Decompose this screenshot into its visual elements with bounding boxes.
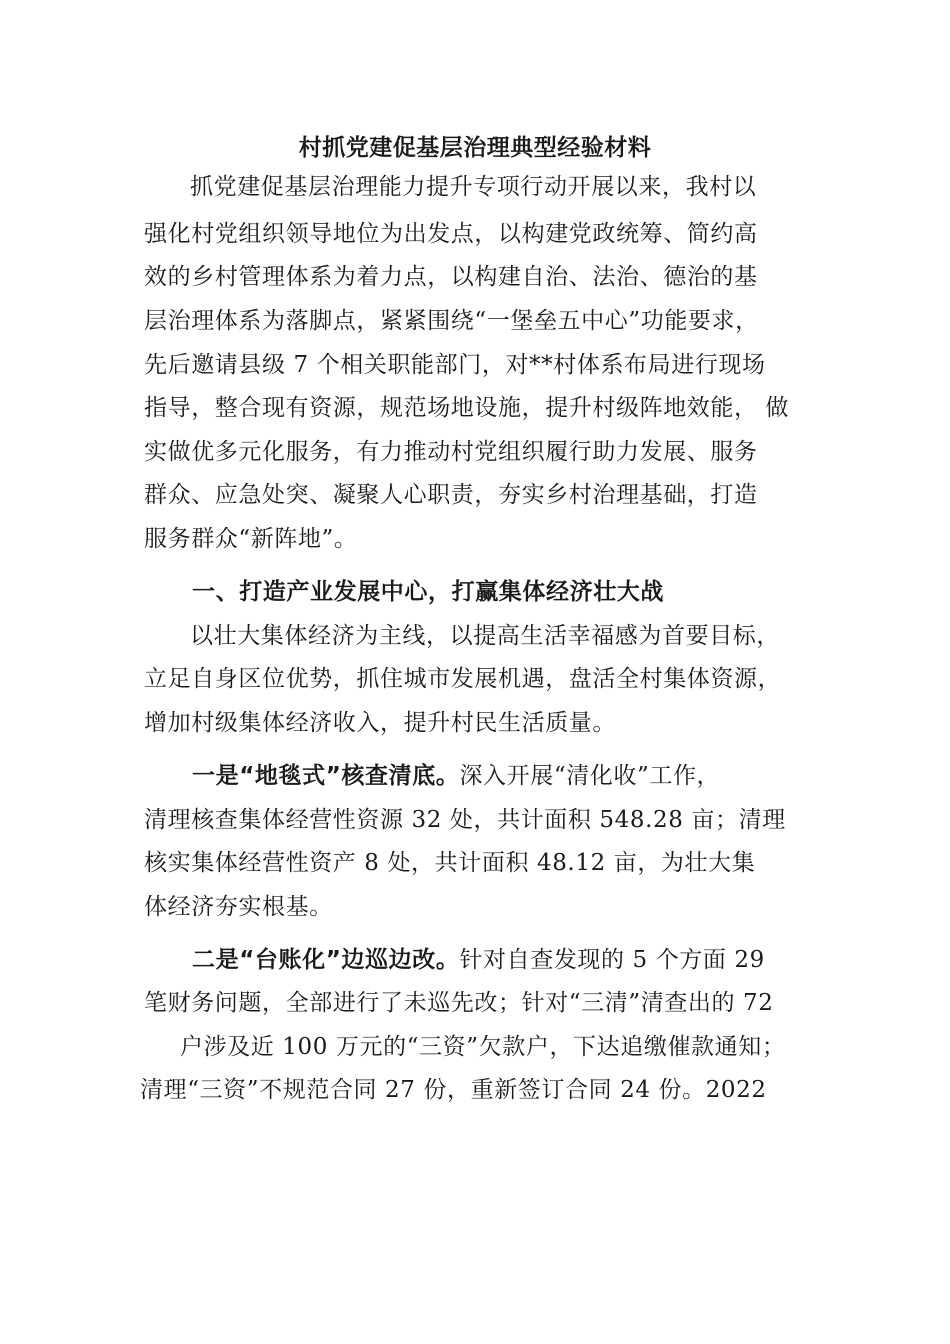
intro-line: 抓党建促基层治理能力提升专项行动开展以来，我村以	[190, 174, 757, 200]
point-1-line: 体经济夯实根基。	[144, 894, 333, 920]
section-line: 增加村级集体经济收入，提升村民生活质量。	[144, 710, 616, 736]
intro-line: 指导，整合现有资源，规范场地设施，提升村级阵地效能， 做	[144, 395, 790, 421]
point-2-line	[192, 945, 765, 975]
point-2-line: 清理“三资”不规范合同 27 份，重新签订合同 24 份。2022	[140, 1077, 767, 1103]
point-1-text: 深入开展“清化收”工作，	[459, 763, 721, 789]
intro-line: 效的乡村管理体系为着力点，以构建自治、法治、德治的基	[144, 264, 758, 290]
section-line: 立足自身区位优势，抓住城市发展机遇，盘活全村集体资源，	[144, 666, 782, 692]
intro-line: 层治理体系为落脚点，紧紧围绕“一堡垒五中心”功能要求，	[144, 308, 759, 334]
intro-line: 服务群众“新阵地”。	[144, 526, 358, 552]
intro-line: 强化村党组织领导地位为出发点，以构建党政统筹、简约高	[144, 221, 758, 247]
point-2-lead: 二是“台账化”边巡边改。	[192, 947, 460, 973]
intro-line: 先后邀请县级 7 个相关职能部门，对**村体系布局进行现场	[144, 352, 766, 378]
point-1-lead: 一是“地毯式”核查清底。	[192, 763, 460, 789]
point-2-text: 针对自查发现的 5 个方面 29	[459, 947, 765, 973]
section-heading: 一、打造产业发展中心，打赢集体经济壮大战	[192, 579, 664, 605]
point-1-line	[192, 761, 720, 791]
document-title: 村抓党建促基层治理典型经验材料	[298, 135, 652, 161]
point-1-line: 核实集体经营性资产 8 处，共计面积 48.12 亩，为壮大集	[144, 850, 756, 876]
section-line: 以壮大集体经济为主线，以提高生活幸福感为首要目标，	[190, 623, 780, 649]
point-1-line: 清理核查集体经营性资源 32 处，共计面积 548.28 亩；清理	[144, 807, 786, 833]
intro-line: 群众、应急处突、凝聚人心职责，夯实乡村治理基础，打造	[144, 482, 758, 508]
point-2-line: 户涉及近 100 万元的“三资”欠款户，下达追缴催款通知；	[180, 1034, 786, 1060]
intro-line: 实做优多元化服务，有力推动村党组织履行助力发展、服务	[144, 439, 758, 465]
point-2-line: 笔财务问题，全部进行了未巡先改；针对“三清”清查出的 72	[144, 990, 774, 1016]
